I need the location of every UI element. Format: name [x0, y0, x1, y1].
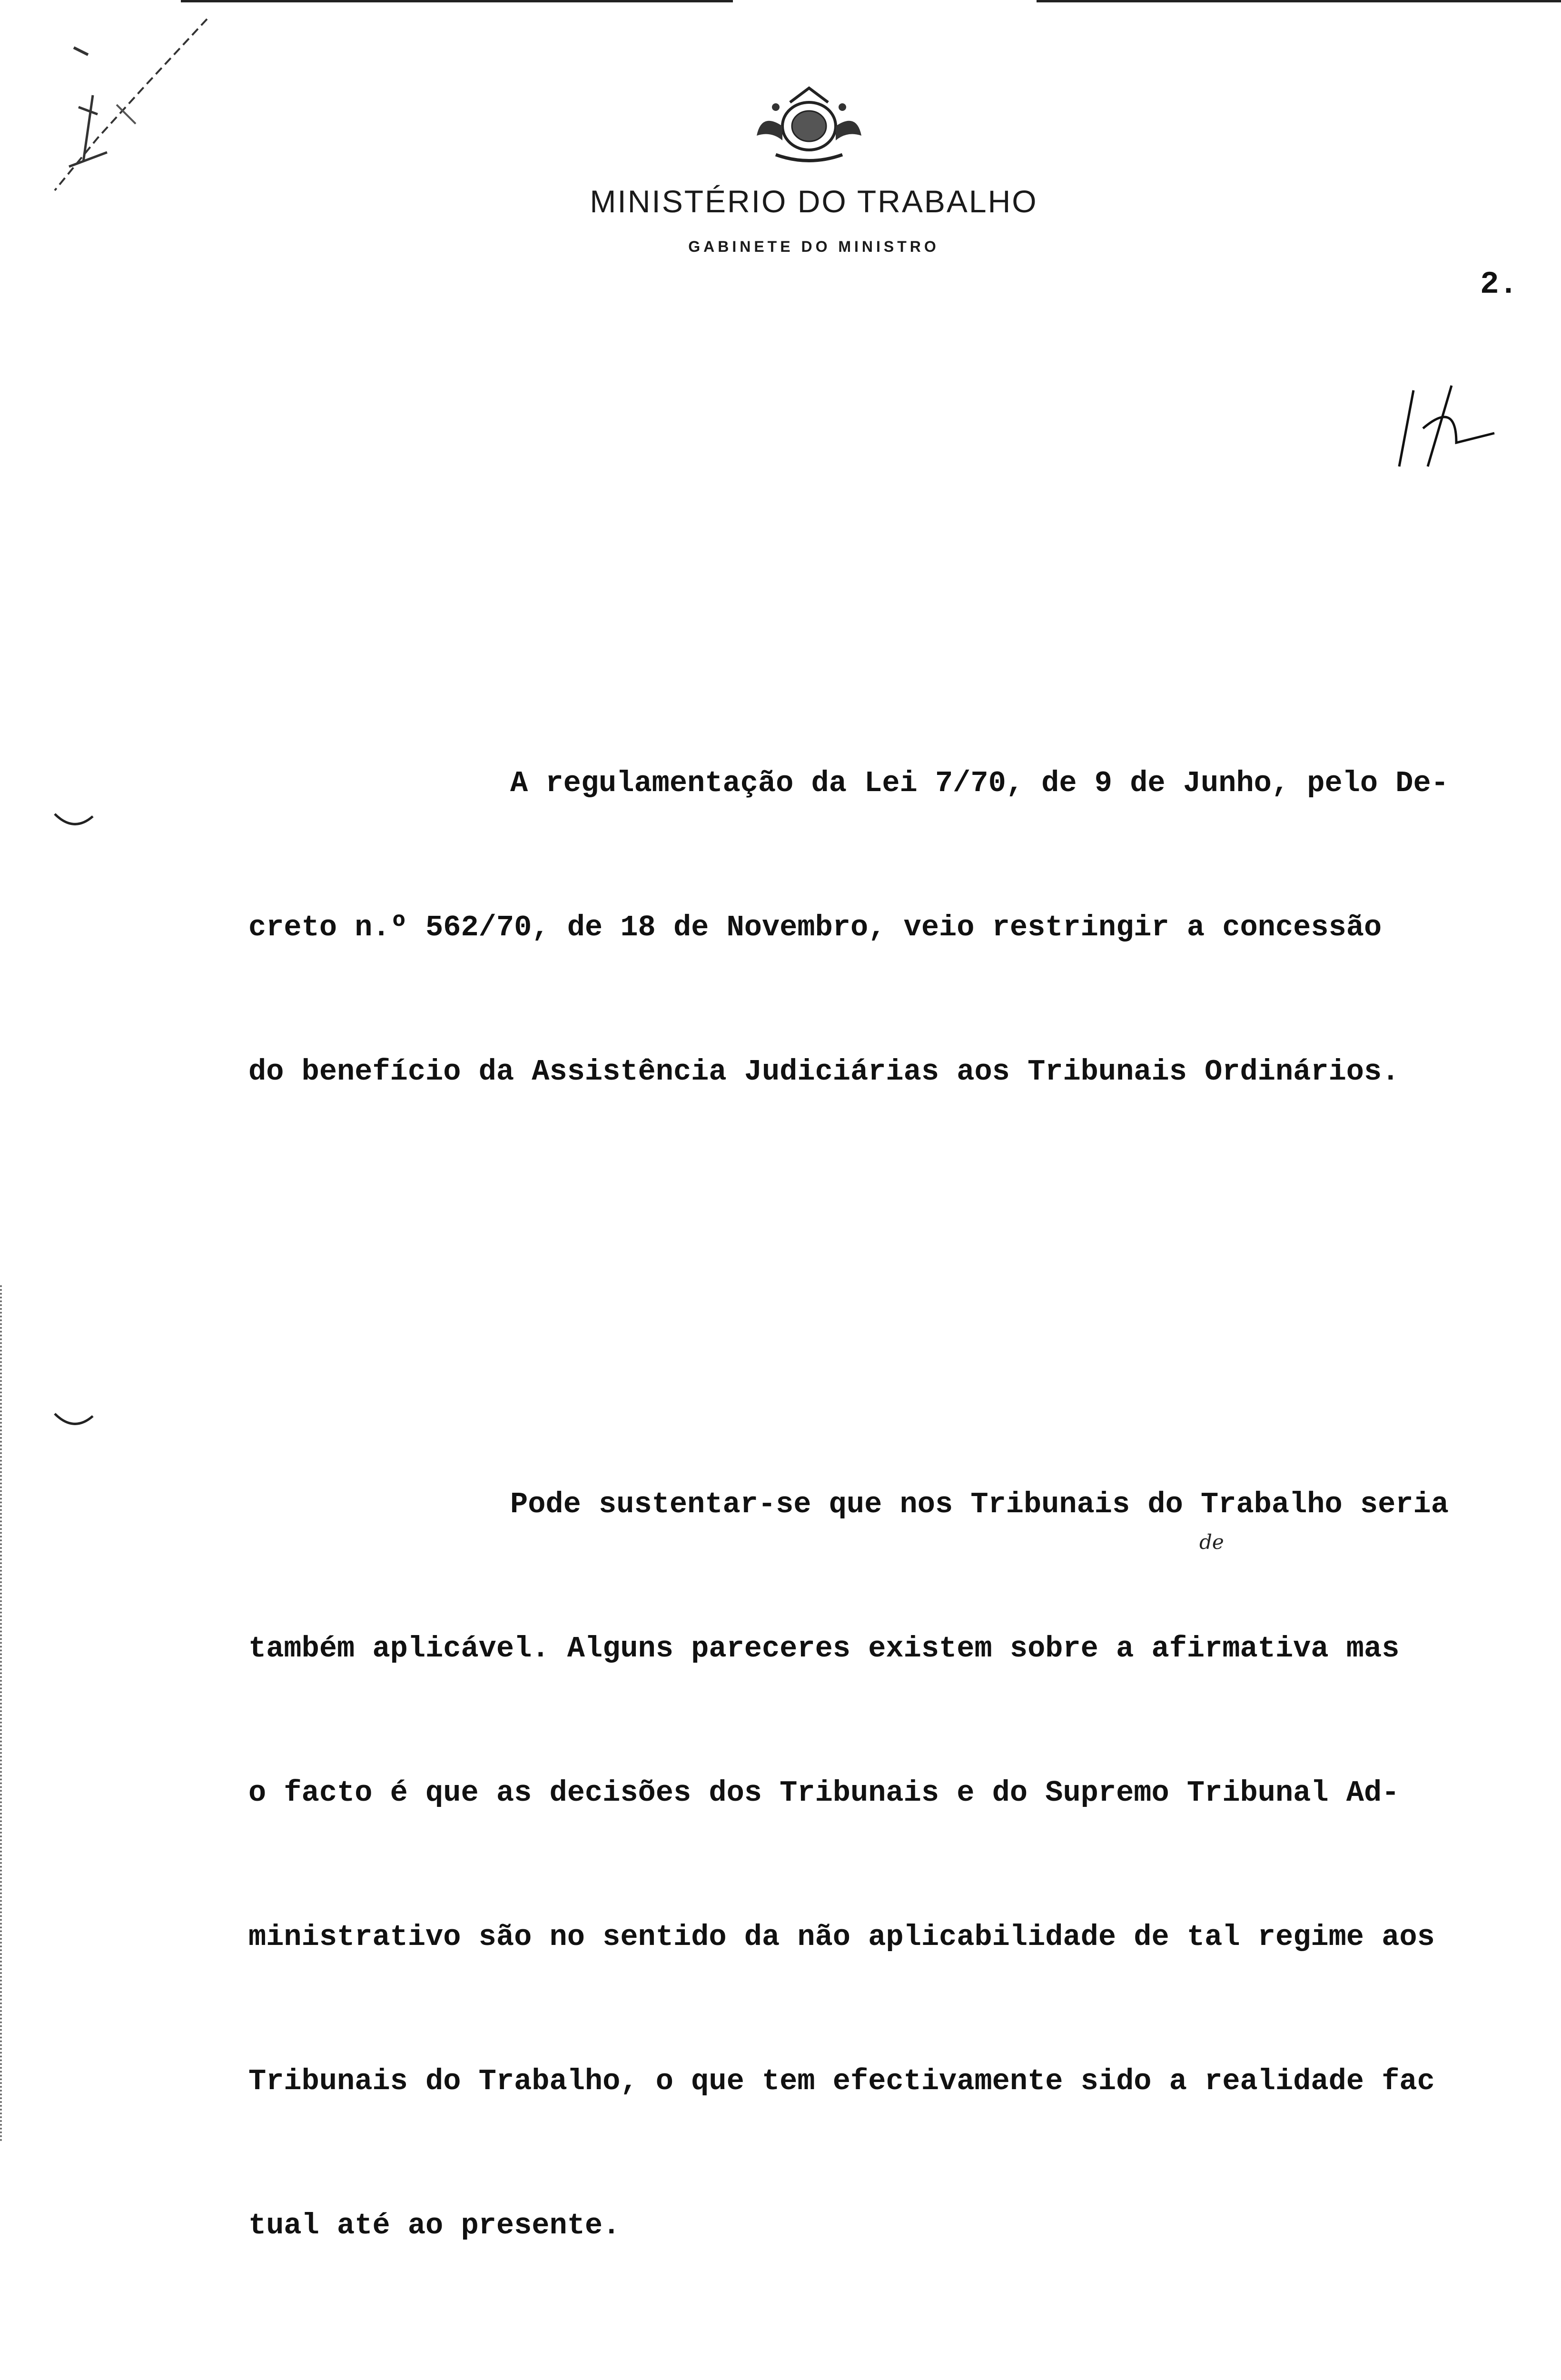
- text-line: Tribunais do Trabalho, o que tem efectivamente sido a realidade fac: [248, 2064, 1435, 2098]
- margin-bracket-icon: [52, 1409, 95, 1438]
- paragraph-1: [248, 663, 1561, 1192]
- coat-of-arms-icon: [747, 83, 871, 164]
- text-line: do benefício da Assistência Judiciárias aos Tribunais Ordinários.: [248, 1055, 1400, 1089]
- pen-scribble-icon: [26, 10, 217, 209]
- paragraph-2: [248, 1384, 1561, 2346]
- scan-edge-rule: [181, 0, 1561, 2]
- text-line: o facto é que as decisões dos Tribunais e do Supremo Tribunal Ad-: [248, 1776, 1400, 1810]
- scan-edge-dots: [0, 1285, 5, 2142]
- page-number: 2.: [1480, 267, 1518, 302]
- ministry-title: MINISTÉRIO DO TRABALHO: [590, 184, 1038, 219]
- document-body: [248, 519, 1561, 2380]
- text-line: também aplicável. Alguns pareceres existem sobre a afirmativa mas: [248, 1632, 1400, 1666]
- text-line: A regulamentação da Lei 7/70, de 9 de Junho, pelo De-: [510, 766, 1449, 800]
- text-line: ministrativo são no sentido da não aplicabilidade de tal regime aos: [248, 1920, 1435, 1954]
- handwritten-initial-icon: [1380, 371, 1504, 486]
- margin-bracket-icon: [52, 809, 95, 838]
- text-line: creto n.º 562/70, de 18 de Novembro, veio restringir a concessão: [248, 911, 1382, 944]
- handwritten-insertion: de: [1199, 1530, 1224, 1554]
- text-line: tual até ao presente.: [248, 2209, 621, 2242]
- text-line: Pode sustentar-se que nos Tribunais do Trabalho seria: [510, 1488, 1449, 1521]
- cabinet-subtitle: GABINETE DO MINISTRO: [688, 238, 939, 255]
